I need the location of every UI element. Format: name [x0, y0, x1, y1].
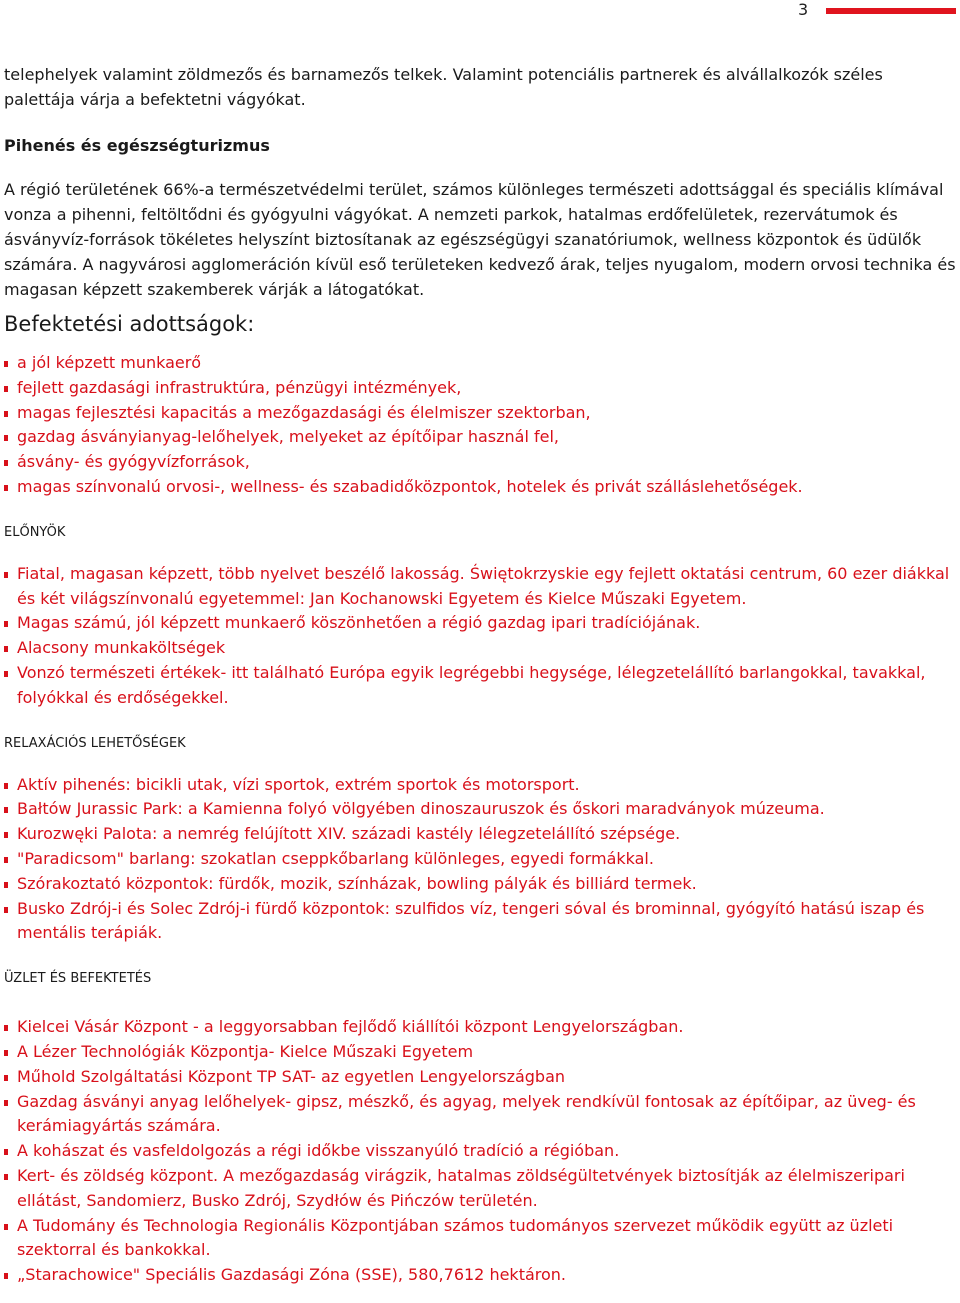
bullet-icon — [4, 857, 8, 863]
bullet-icon — [4, 671, 8, 677]
list-item: Kielcei Vásár Központ - a leggyorsabban fejlődő kiállítói központ Lengyelországban. — [4, 1015, 956, 1040]
list-item: "Paradicsom" barlang: szokatlan cseppkőbarlang különleges, egyedi formákkal. — [4, 847, 956, 872]
list-item: Aktív pihenés: bicikli utak, vízi sportok, extrém sportok és motorsport. — [4, 773, 956, 798]
bullet-icon — [4, 646, 8, 652]
document-body — [4, 62, 956, 1288]
list-item: magas fejlesztési kapacitás a mezőgazdasági és élelmiszer szektorban, — [4, 401, 956, 426]
list-item: a jól képzett munkaerő — [4, 351, 956, 376]
bullet-icon — [4, 1174, 8, 1180]
list-item: Busko Zdrój-i és Solec Zdrój-i fürdő központok: szulfidos víz, tengeri sóval és brominnal, gyógyító hatású iszap és mentális terápiák. — [4, 897, 956, 947]
wellness-paragraph: A régió területének 66%-a természetvédelmi terület, számos különleges természeti adottsággal és speciális klímával vonza a pihenni, feltöltődni és gyógyulni vágyókat. A nemzeti parkok, hatalmas erdőfelületek, rezervátumok és ásványvíz-források tökéletes helyszínt biztosítanak az egészségügyi szanatóriumok, wellness központok és üdülők számára. A nagyvárosi agglomeráción kívül eső területeken kedvező árak, teljes nyugalom, modern orvosi technika és magasan képzett szakemberek várják a látogatókat. — [4, 180, 956, 299]
bullet-icon — [4, 1273, 8, 1279]
investment-list — [4, 351, 956, 500]
investment-title: Befektetési adottságok: — [4, 312, 255, 336]
list-item: Bałtów Jurassic Park: a Kamienna folyó völgyében dinoszauruszok és őskori maradványok múzeuma. — [4, 797, 956, 822]
bullet-icon — [4, 1025, 8, 1031]
list-item: ásvány- és gyógyvízforrások, — [4, 450, 956, 475]
header-accent-bar — [826, 8, 956, 14]
list-item: Magas számú, jól képzett munkaerő köszönhetően a régió gazdag ipari tradíciójának. — [4, 611, 956, 636]
bullet-icon — [4, 1224, 8, 1230]
list-item: magas színvonalú orvosi-, wellness- és szabadidőközpontok, hotelek és privát szálláslehetőségek. — [4, 475, 956, 500]
relaxation-list — [4, 773, 956, 947]
bullet-icon — [4, 361, 8, 367]
business-title: ÜZLET ÉS BEFEKTETÉS — [4, 971, 152, 987]
list-item: Műhold Szolgáltatási Központ TP SAT- az egyetlen Lengyelországban — [4, 1065, 956, 1090]
bullet-icon — [4, 621, 8, 627]
list-item: A kohászat és vasfeldolgozás a régi időkbe visszanyúló tradíció a régióban. — [4, 1139, 956, 1164]
list-item: Vonzó természeti értékek- itt található Európa egyik legrégebbi hegysége, lélegzetelállító barlangokkal, tavakkal, folyókkal és erdőségekkel. — [4, 661, 956, 711]
list-item: fejlett gazdasági infrastruktúra, pénzügyi intézmények, — [4, 376, 956, 401]
bullet-icon — [4, 882, 8, 888]
wellness-title: Pihenés és egészségturizmus — [4, 136, 270, 155]
advantages-list — [4, 562, 956, 711]
bullet-icon — [4, 485, 8, 491]
bullet-icon — [4, 907, 8, 913]
list-item: A Tudomány és Technologia Regionális Központjában számos tudományos szervezet működik együtt az üzleti szektorral és bankokkal. — [4, 1214, 956, 1264]
list-item: gazdag ásványianyag-lelőhelyek, melyeket az építőipar használ fel, — [4, 425, 956, 450]
bullet-icon — [4, 1149, 8, 1155]
relaxation-title: RELAXÁCIÓS LEHETŐSÉGEK — [4, 735, 186, 751]
bullet-icon — [4, 1100, 8, 1106]
bullet-icon — [4, 386, 8, 392]
list-item: A Lézer Technológiák Központja- Kielce Műszaki Egyetem — [4, 1040, 956, 1065]
bullet-icon — [4, 435, 8, 441]
bullet-icon — [4, 572, 8, 578]
list-item: Alacsony munkaköltségek — [4, 636, 956, 661]
bullet-icon — [4, 1050, 8, 1056]
list-item: Gazdag ásványi anyag lelőhelyek- gipsz, mészkő, és agyag, melyek rendkívül fontosak az építőipar, az üveg- és kerámiagyártás számára. — [4, 1090, 956, 1140]
bullet-icon — [4, 783, 8, 789]
business-list — [4, 1015, 956, 1288]
bullet-icon — [4, 460, 8, 466]
bullet-icon — [4, 411, 8, 417]
list-item: Kurozwęki Palota: a nemrég felújított XIV. századi kastély lélegzetelállító szépsége. — [4, 822, 956, 847]
list-item: Szórakoztató központok: fürdők, mozik, színházak, bowling pályák és billiárd termek. — [4, 872, 956, 897]
list-item: Fiatal, magasan képzett, több nyelvet beszélő lakosság. Świętokrzyskie egy fejlett oktatási centrum, 60 ezer diákkal és két világszínvonalú egyetemmel: Jan Kochanowski Egyetem és Kielce Műszaki Egyetem. — [4, 562, 956, 612]
bullet-icon — [4, 1075, 8, 1081]
advantages-title: ELŐNYÖK — [4, 524, 66, 540]
list-item: „Starachowice" Speciális Gazdasági Zóna (SSE), 580,7612 hektáron. — [4, 1263, 956, 1288]
bullet-icon — [4, 807, 8, 813]
list-item: Kert- és zöldség központ. A mezőgazdaság virágzik, hatalmas zöldségültetvények biztosítják az élelmiszeripari ellátást, Sandomierz, Busko Zdrój, Szydłów és Pińczów területén. — [4, 1164, 956, 1214]
intro-paragraph: telephelyek valamint zöldmezős és barnamezős telkek. Valamint potenciális partnerek és alvállalkozók széles palettája várja a befektetni vágyókat. — [4, 65, 883, 109]
bullet-icon — [4, 832, 8, 838]
page-number: 3 — [798, 0, 809, 19]
